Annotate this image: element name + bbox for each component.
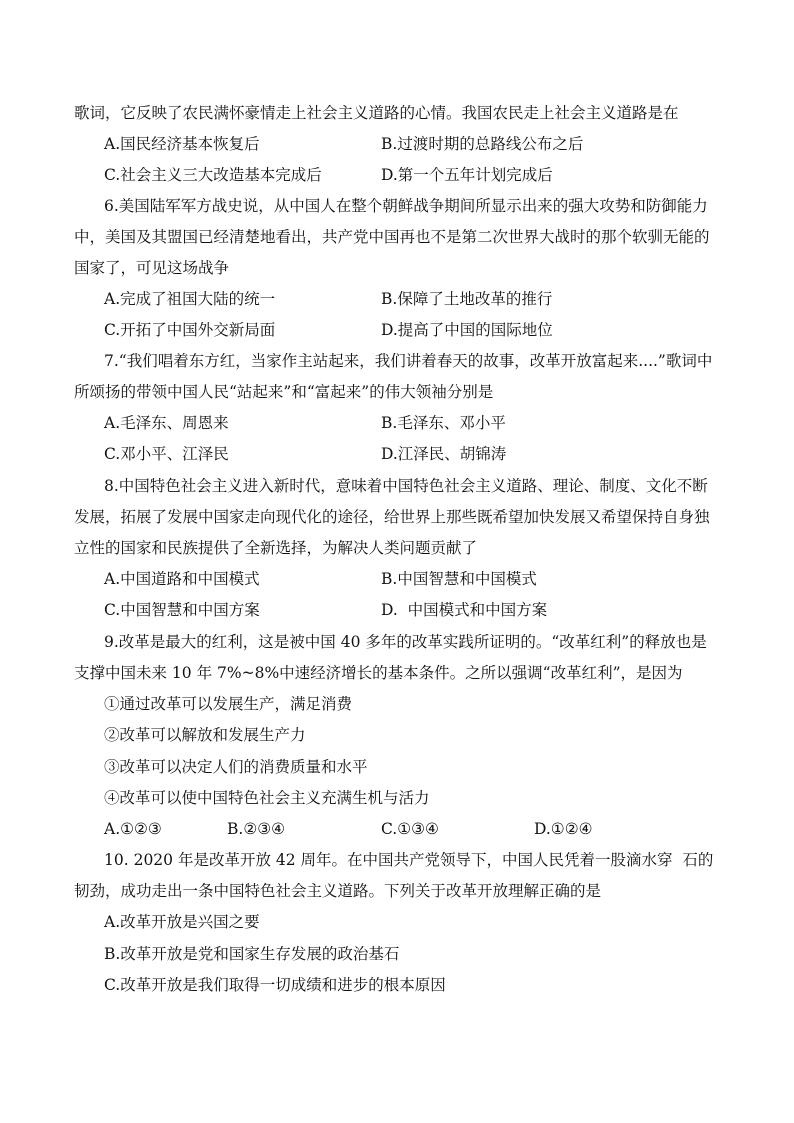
- q8-stem-line-3: 立性的国家和民族提供了全新选择，为解决人类问题贡献了: [74, 539, 478, 557]
- q6-option-b: B.保障了土地改革的推行: [381, 290, 553, 308]
- q8-option-b: B.中国智慧和中国模式: [381, 570, 537, 588]
- q9-option-c: C.①③④: [381, 820, 439, 838]
- q10-option-b: B.改革开放是党和国家生存发展的政治基石: [104, 945, 400, 963]
- q7-option-d: D.江泽民、胡锦涛: [381, 445, 507, 463]
- q9-statement-4: ④改革可以使中国特色社会主义充满生机与活力: [104, 789, 430, 807]
- q8-option-a: A.中国道路和中国模式: [104, 570, 260, 588]
- q6-stem-line-1: 6.美国陆军军方战史说，从中国人在整个朝鲜战争期间所显示出来的强大攻势和防御能力: [104, 197, 708, 215]
- q7-option-b: B.毛泽东、邓小平: [381, 414, 506, 432]
- q7-stem-line-1: 7.“我们唱着东方红，当家作主站起来，我们讲着春天的故事，改革开放富起来....”歌词中: [104, 352, 713, 370]
- q5-stem-tail: 歌词，它反映了农民满怀豪情走上社会主义道路的心情。我国农民走上社会主义道路是在: [74, 104, 679, 122]
- q9-statement-3: ③改革可以决定人们的消费质量和水平: [104, 758, 368, 776]
- q10-option-c: C.改革开放是我们取得一切成绩和进步的根本原因: [104, 976, 446, 994]
- q8-option-c: C.中国智慧和中国方案: [104, 601, 260, 619]
- q9-option-b: B.②③④: [227, 820, 286, 838]
- q10-stem-line-1: 10. 2020 年是改革开放 42 周年。在中国共产党领导下，中国人民凭着一股滴水穿 石的: [104, 851, 714, 869]
- q6-option-a: A.完成了祖国大陆的统一: [104, 290, 276, 308]
- q10-option-a: A.改革开放是兴国之要: [104, 913, 260, 931]
- q5-option-a: A.国民经济基本恢复后: [104, 135, 260, 153]
- q6-option-c: C.开拓了中国外交新局面: [104, 321, 276, 339]
- q7-option-a: A.毛泽东、周恩来: [104, 414, 229, 432]
- q6-stem-line-3: 国家了，可见这场战争: [74, 259, 230, 277]
- q9-option-d: D.①②④: [534, 820, 593, 838]
- q6-option-d: D.提高了中国的国际地位: [381, 321, 553, 339]
- q8-stem-line-1: 8.中国特色社会主义进入新时代，意味着中国特色社会主义道路、理论、制度、文化不断: [104, 477, 708, 495]
- q5-option-c: C.社会主义三大改造基本完成后: [104, 166, 322, 184]
- q9-statement-2: ②改革可以解放和发展生产力: [104, 726, 306, 744]
- q6-stem-line-2: 中，美国及其盟国已经清楚地看出，共产党中国再也不是第二次世界大战时的那个软驯无能的: [74, 228, 710, 246]
- q9-stem-line-2: 支撑中国未来 10 年 7%~8%中速经济增长的基本条件。之所以强调“改革红利”，是因为: [74, 664, 683, 682]
- q5-option-d: D.第一个五年计划完成后: [381, 166, 553, 184]
- q10-stem-line-2: 韧劲，成功走出一条中国特色社会主义道路。下列关于改革开放理解正确的是: [74, 882, 602, 900]
- q9-stem-line-1: 9.改革是最大的红利，这是被中国 40 多年的改革实践所证明的。“改革红利”的释放也是: [104, 633, 707, 651]
- q8-stem-line-2: 发展，拓展了发展中国家走向现代化的途径，给世界上那些既希望加快发展又希望保持自身独: [74, 508, 710, 526]
- q9-statement-1: ①通过改革可以发展生产，满足消费: [104, 695, 353, 713]
- q9-option-a: A.①②③: [104, 820, 162, 838]
- q7-stem-line-2: 所颂扬的带领中国人民“站起来”和“富起来”的伟大领袖分别是: [74, 383, 494, 401]
- q7-option-c: C.邓小平、江泽民: [104, 445, 229, 463]
- q8-option-d: D. 中国模式和中国方案: [381, 601, 548, 619]
- q5-option-b: B.过渡时期的总路线公布之后: [381, 135, 584, 153]
